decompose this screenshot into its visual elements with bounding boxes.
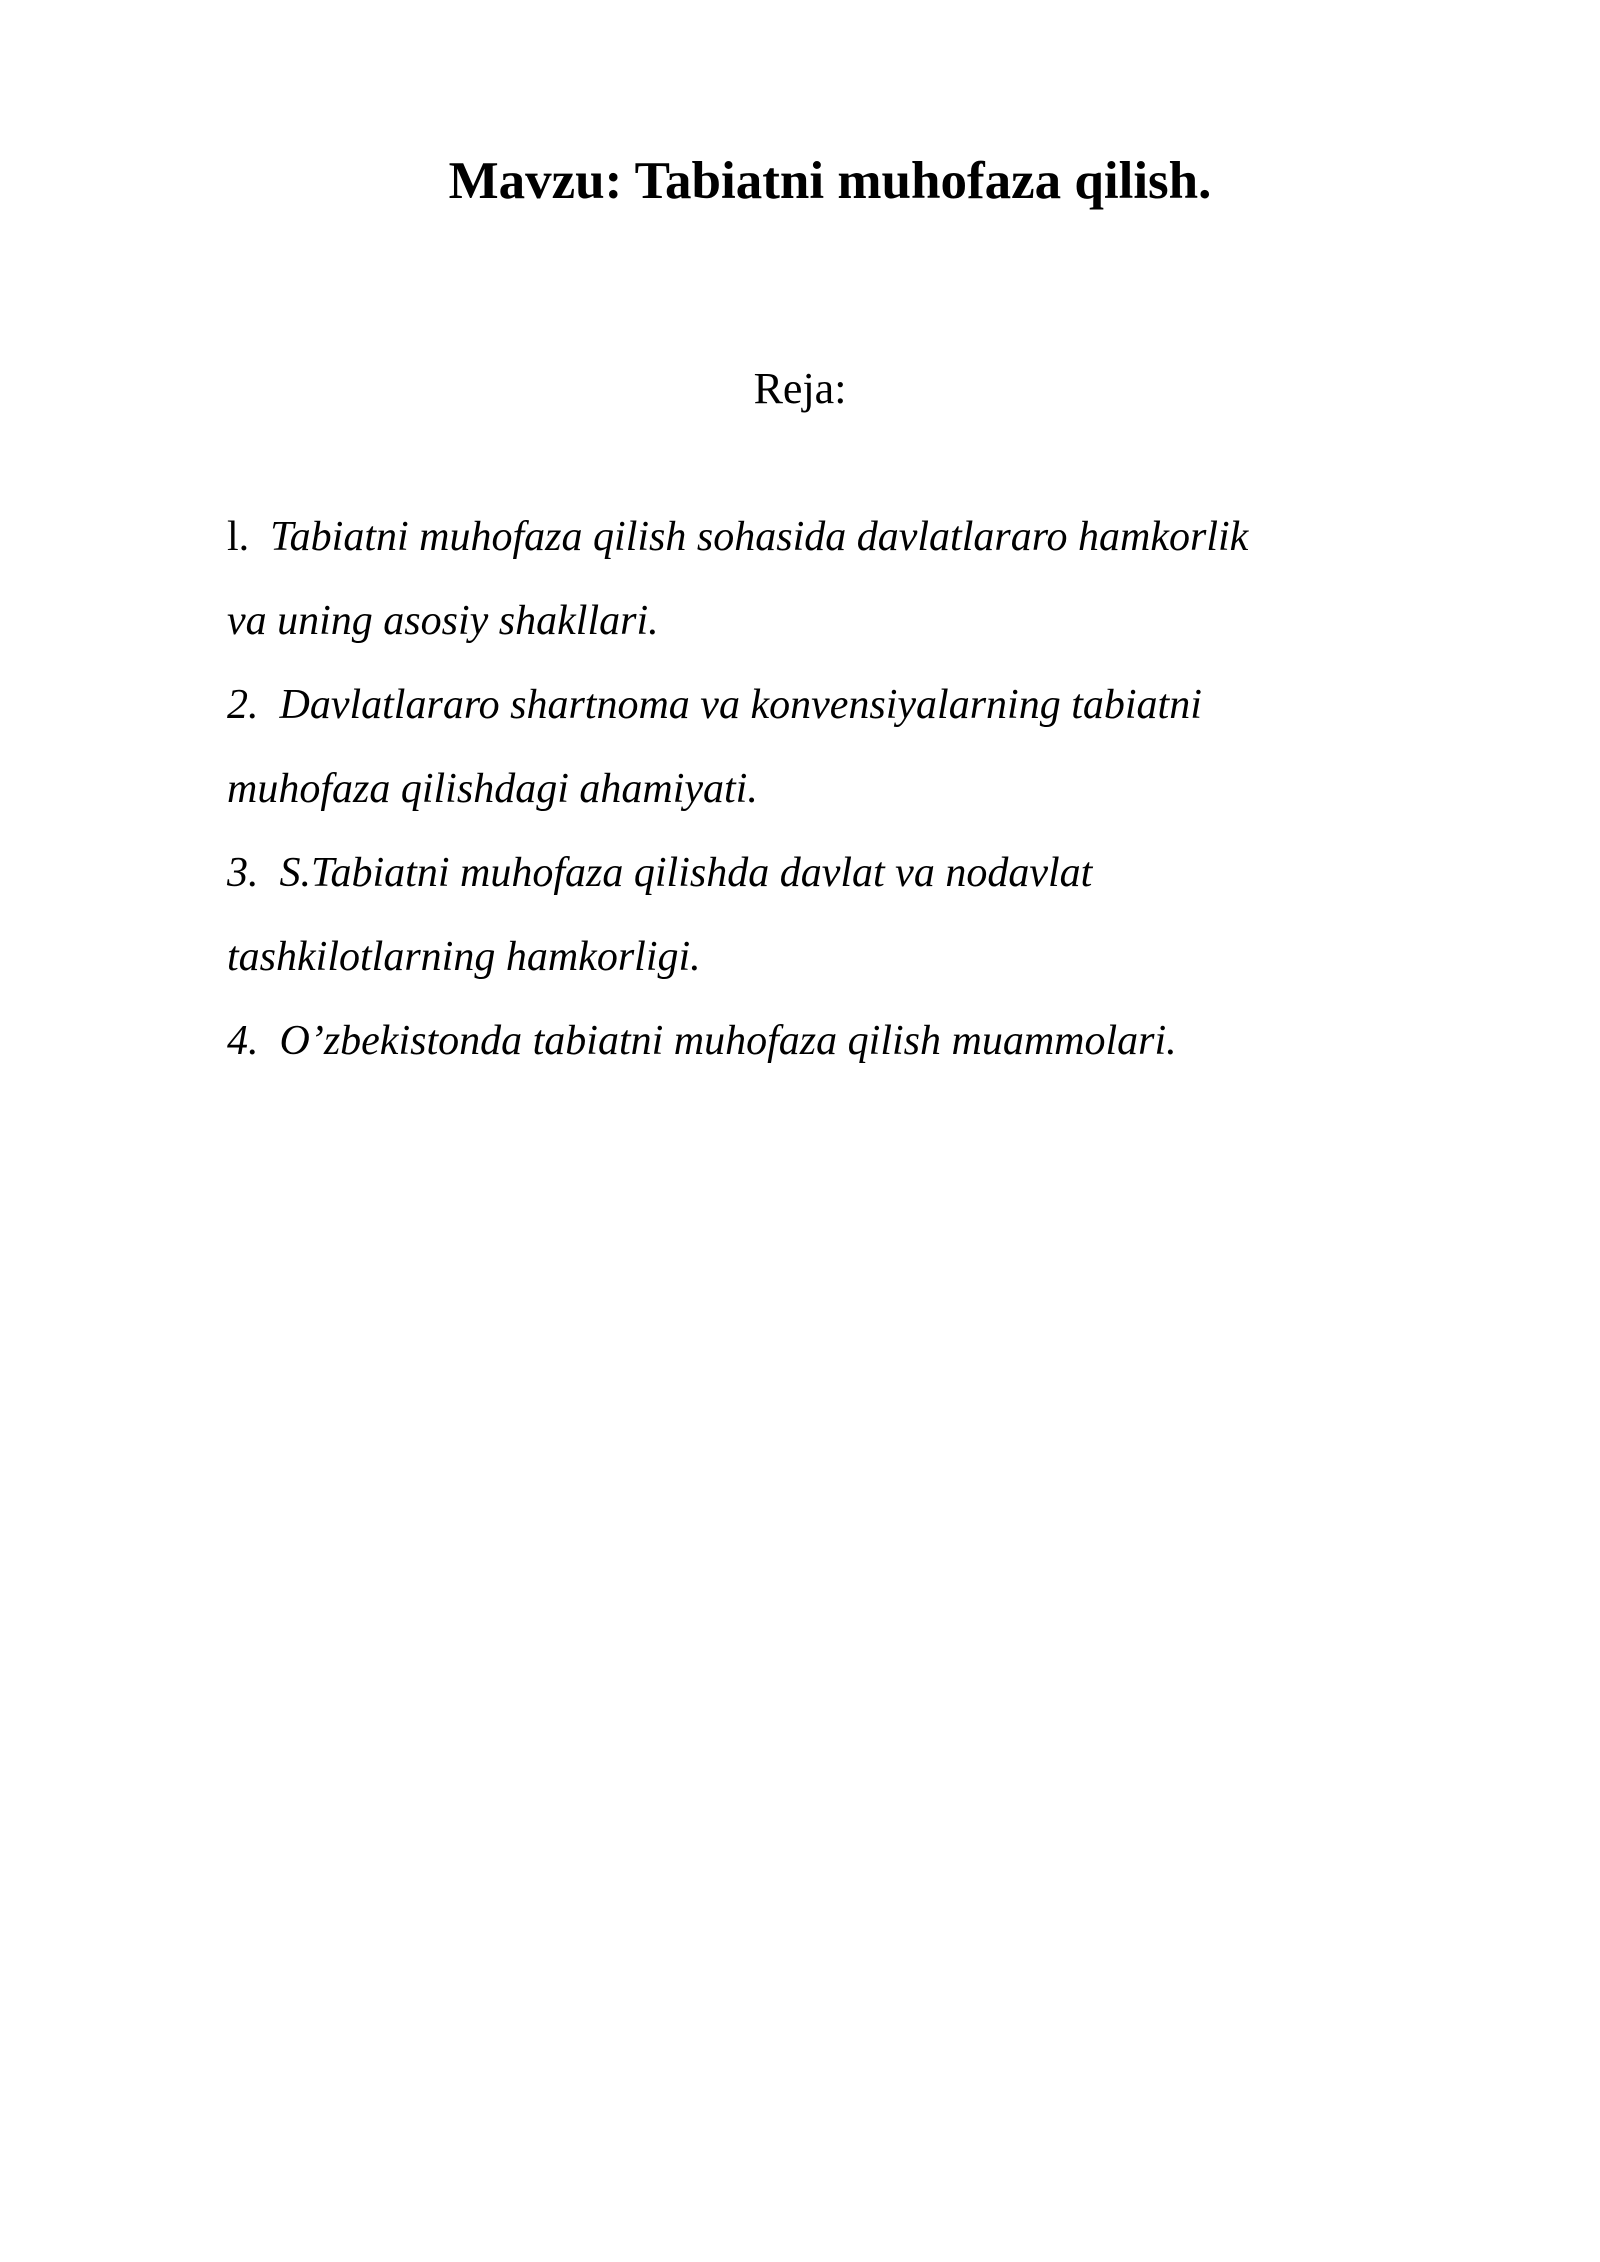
item-marker: 3.	[227, 850, 259, 896]
item-text: S.Tabiatni muhofaza qilishda davlat va nodavlat	[279, 850, 1093, 896]
plan-item-line	[227, 831, 1435, 915]
plan-item-line: va uning asosiy shakllari.	[227, 598, 659, 644]
plan-item-line: muhofaza qilishdagi ahamiyati.	[227, 766, 758, 812]
item-text: O’zbekistonda tabiatni muhofaza qilish muammolari.	[279, 1018, 1177, 1064]
plan-list	[227, 495, 1435, 1083]
plan-heading: Reja:	[753, 364, 847, 413]
plan-item-line	[227, 999, 1435, 1083]
plan-item-line: tashkilotlarning hamkorligi.	[227, 934, 701, 980]
plan-item-line	[227, 495, 1435, 579]
item-marker: l.	[227, 514, 250, 560]
item-text: Tabiatni muhofaza qilish sohasida davlatlararo hamkorlik	[270, 514, 1249, 560]
item-text: Davlatlararo shartnoma va konvensiyalarning tabiatni	[279, 682, 1202, 728]
plan-item-line	[227, 663, 1435, 747]
document-title: Mavzu: Tabiatni muhofaza qilish.	[448, 152, 1212, 210]
item-marker: 2.	[227, 682, 259, 728]
item-marker: 4.	[227, 1018, 259, 1064]
